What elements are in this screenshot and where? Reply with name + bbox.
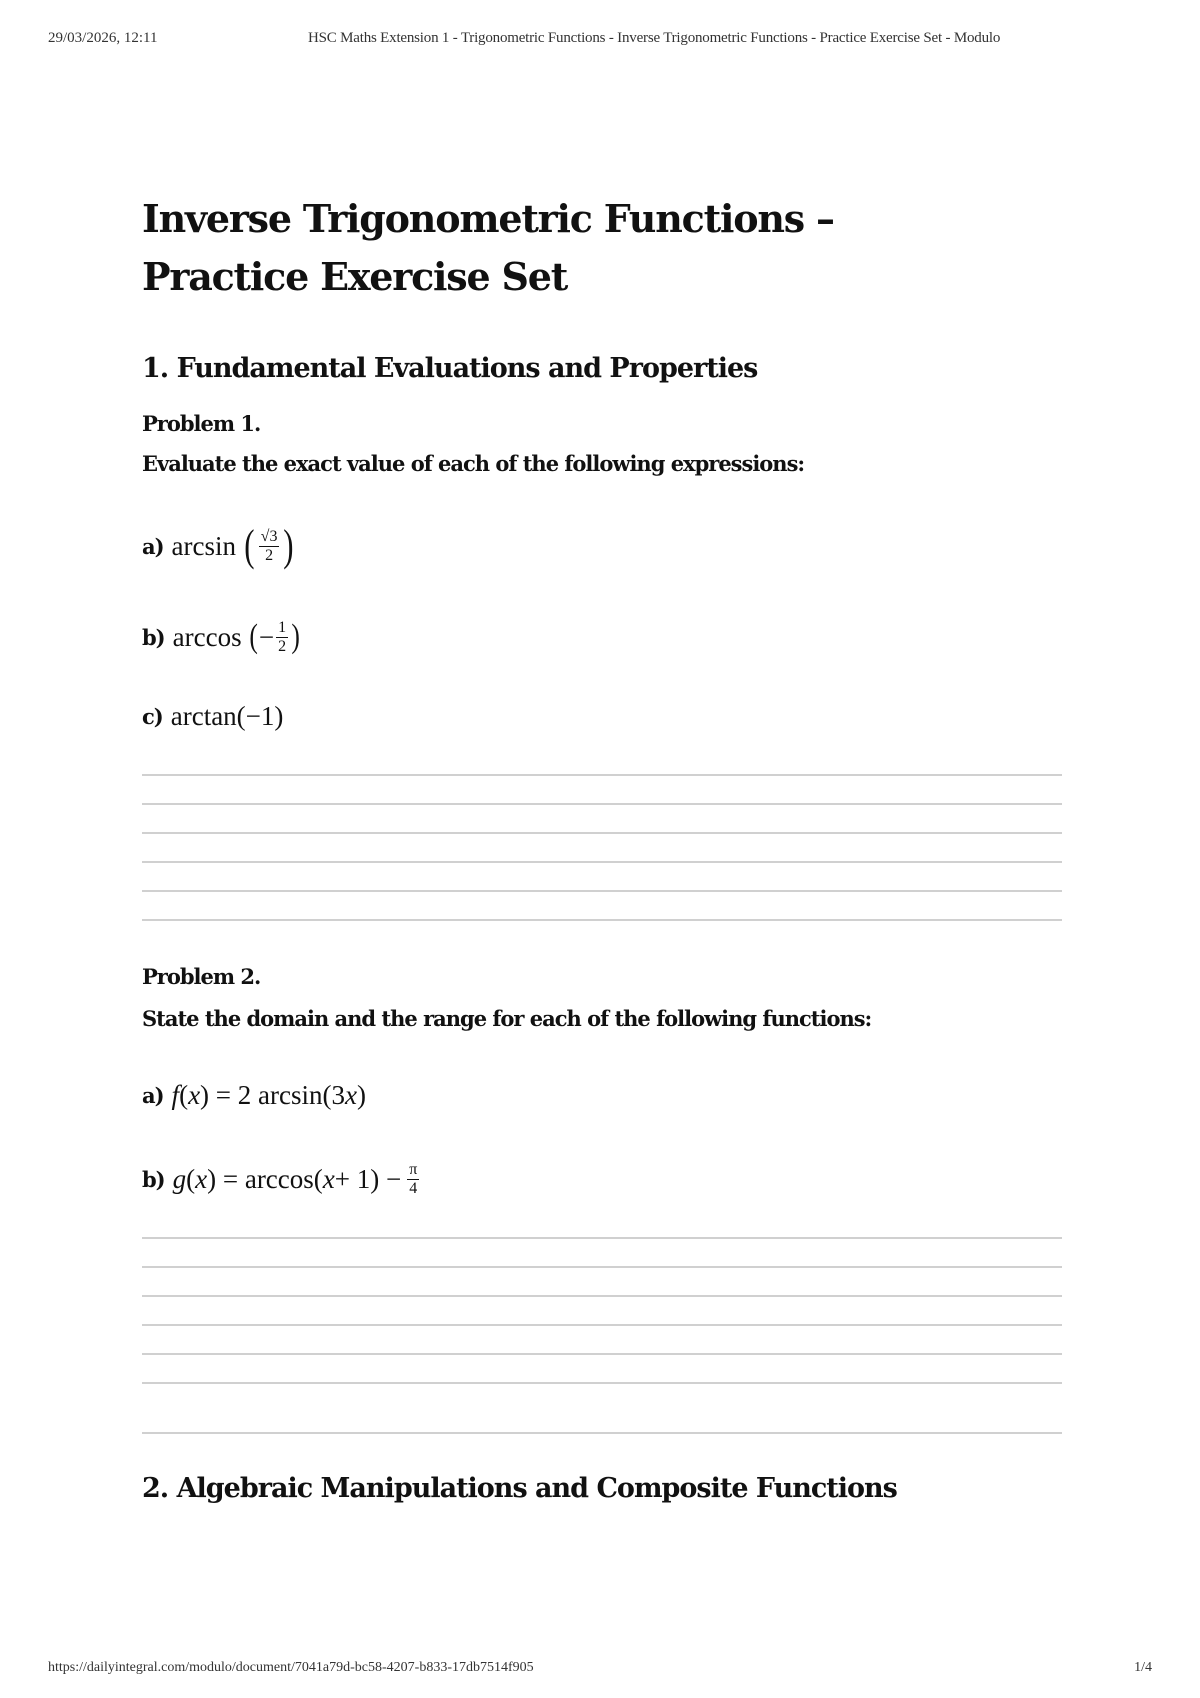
document-body: [142, 190, 1062, 1506]
math-expression: arctan(−1): [170, 700, 284, 731]
section-divider: [142, 1432, 1062, 1434]
fraction: [407, 1162, 419, 1197]
answer-line: [142, 1295, 1062, 1297]
answer-line: [142, 1324, 1062, 1326]
part-b: [142, 1157, 1062, 1201]
math-expression: f ( x ) = 2 arcsin(3 x ): [171, 1079, 366, 1110]
problem-prompt: State the domain and the range for each of the following functions:: [142, 1006, 872, 1031]
close-paren: ): [283, 521, 294, 570]
numerator: 1: [278, 618, 287, 636]
answer-line: [142, 832, 1062, 834]
print-page-title: HSC Maths Extension 1 - Trigonometric Functions - Inverse Trigonometric Functions - Practice Exercise Set - Modulo: [308, 30, 1001, 46]
answer-line: [142, 803, 1062, 805]
answer-lines: [142, 774, 1062, 921]
part-label: b): [142, 1166, 165, 1192]
answer-line: [142, 774, 1062, 776]
part-b: [142, 612, 1062, 662]
print-header: [48, 30, 1152, 50]
rhs-var: x: [344, 1079, 357, 1110]
part-label: c): [142, 703, 163, 729]
section-heading-2: 2. Algebraic Manipulations and Composite Functions: [142, 1473, 897, 1504]
part-a: [142, 516, 1062, 576]
section-heading-1: 1. Fundamental Evaluations and Properties: [142, 353, 758, 384]
denominator: 2: [265, 546, 274, 564]
math-expression: [171, 521, 297, 570]
answer-line: [142, 919, 1062, 921]
argument: x: [188, 1079, 201, 1110]
problem-2: [142, 963, 1062, 1384]
rhs: = arccos(: [222, 1163, 323, 1194]
answer-line: [142, 1266, 1062, 1268]
numerator: π: [409, 1160, 418, 1178]
function-name: arcsin: [171, 530, 237, 561]
sign: −: [258, 621, 275, 652]
function-var: g: [172, 1163, 187, 1194]
fraction: [259, 529, 280, 564]
part-label: a): [142, 1082, 164, 1108]
answer-lines: [142, 1237, 1062, 1384]
answer-line: [142, 1353, 1062, 1355]
document-title: Inverse Trigonometric Functions – Practice Exercise Set: [142, 196, 834, 299]
problem-title: Problem 2.: [142, 964, 261, 989]
answer-line: [142, 890, 1062, 892]
print-date: 29/03/2026, 12:11: [48, 30, 158, 46]
part-label: b): [142, 624, 165, 650]
answer-line: [142, 1237, 1062, 1239]
numerator: √3: [260, 527, 278, 545]
close-paren: ): [291, 618, 301, 655]
problem-1: [142, 410, 1062, 921]
denominator: 4: [409, 1179, 418, 1197]
part-c: [142, 696, 1062, 736]
rhs-var: x: [322, 1163, 335, 1194]
rhs-tail: ): [356, 1079, 366, 1110]
rhs: = 2 arcsin(3: [215, 1079, 345, 1110]
page-number: 1/4: [1134, 1660, 1152, 1675]
open-paren: (: [244, 521, 255, 570]
function-name: arccos: [172, 621, 242, 652]
math-expression: g ( x ) = arccos( x + 1) − $\frac{\pi}{4}$: [172, 1160, 418, 1197]
rhs-tail: + 1) −: [334, 1163, 402, 1194]
problem-prompt: Evaluate the exact value of each of the following expressions:: [142, 451, 805, 476]
function-var: f: [171, 1079, 180, 1110]
part-a: [142, 1073, 1062, 1117]
problem-title: Problem 1.: [142, 411, 261, 436]
fraction: [276, 620, 288, 655]
print-footer: [48, 1660, 1152, 1680]
argument: x: [195, 1163, 208, 1194]
math-expression: [173, 620, 302, 655]
part-label: a): [142, 533, 164, 559]
print-url: https://dailyintegral.com/modulo/document/7041a79d-bc58-4207-b833-17db7514f905: [48, 1660, 534, 1675]
answer-line: [142, 1382, 1062, 1384]
open-paren: (: [248, 618, 258, 655]
denominator: 2: [278, 637, 287, 655]
answer-line: [142, 861, 1062, 863]
